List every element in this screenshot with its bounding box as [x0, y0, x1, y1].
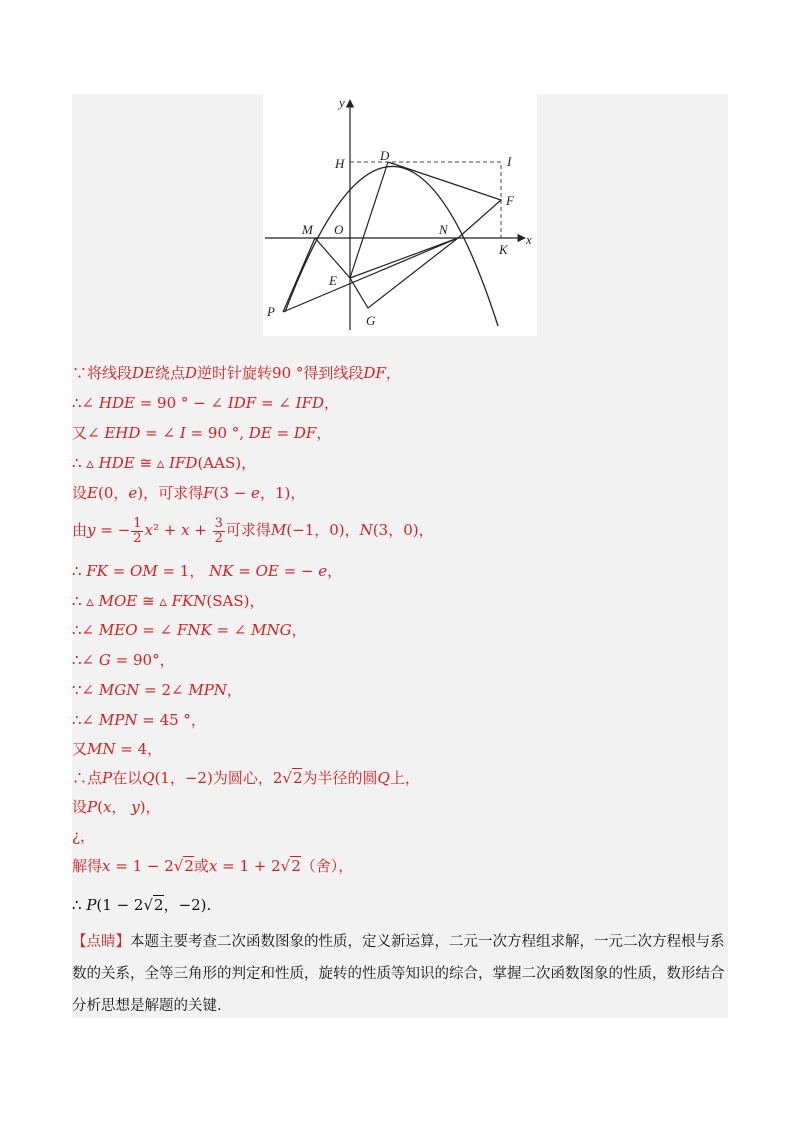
segment-path [350, 162, 501, 308]
solution-line-8: ∴ ▵ MOE ≅ ▵ FKN(SAS)， [72, 592, 265, 610]
parabola-diagram [263, 94, 537, 336]
label-f: F [506, 193, 514, 208]
solution-line-13: 又MN = 4， [72, 740, 163, 758]
label-n: N [439, 222, 448, 237]
solution-line-2: ∴∠ HDE = 90 ° − ∠ IDF = ∠ IFD， [72, 394, 340, 412]
label-d: D [380, 148, 390, 163]
solution-line-15: 设P(x， y)， [72, 798, 161, 816]
solution-line-10: ∴∠ G = 90°， [72, 651, 175, 669]
segment-pn [283, 238, 458, 312]
label-y: y [339, 95, 345, 110]
label-e: E [329, 273, 337, 288]
solution-line-5: 设E(0，e)，可求得F(3 − e，1)， [72, 484, 306, 502]
segment-en [350, 238, 458, 278]
solution-line-7: ∴ FK = OM = 1， NK = OE = − e， [72, 562, 343, 580]
comment-tag: 【点睛】 [72, 934, 130, 950]
solution-line-16: ¿， [72, 827, 96, 845]
solution-line-1: ∵将线段DE绕点D逆时针旋转90 °得到线段DF， [72, 364, 401, 382]
label-h: H [335, 156, 345, 171]
solution-line-9: ∴∠ MEO = ∠ FNK = ∠ MNG， [72, 621, 307, 639]
label-x: x [526, 232, 532, 247]
label-p: P [267, 304, 275, 319]
solution-line-6: 由y = − $\frac{1}{2}$ x² + x + $\frac{3}{2}$ 可求得M(−1，0)，N(3，0)， [72, 515, 434, 546]
solution-line-14: ∴点P在以Q(1，−2)为圆心，2√2为半径的圆Q上， [72, 769, 420, 787]
solution-line-12: ∴∠ MPN = 45 °， [72, 711, 206, 729]
fraction-half: $\frac{1}{2}$ [133, 515, 142, 546]
solution-line-17: 解得x = 1 − 2√2或x = 1 + 2√2（舍）， [72, 857, 354, 875]
label-i: I [507, 154, 512, 169]
solution-line-3: 又∠ EHD = ∠ I = 90 °, DE = DF， [72, 424, 332, 442]
solution-line-18: ∴ P(1 − 2√2，−2). [72, 896, 212, 914]
label-o: O [334, 222, 344, 237]
solution-line-4: ∴ ▵ HDE ≅ ▵ IFD(AAS)， [72, 454, 257, 472]
geometry-figure [263, 94, 537, 336]
dashed-guide [350, 162, 501, 238]
label-k: K [499, 242, 508, 257]
parabola-curve [285, 166, 498, 326]
segment-me [315, 238, 350, 278]
label-g: G [366, 313, 376, 328]
solution-line-11: ∵∠ MGN = 2∠ MPN， [72, 681, 242, 699]
fraction-three-halves: $\frac{3}{2}$ [214, 515, 223, 546]
label-m: M [302, 222, 313, 237]
comment-block [72, 926, 728, 1022]
comment-text: 本题主要考查二次函数图象的性质，定义新运算，二元一次方程组求解，一元二次方程根与系数的关系，全等三角形的判定和性质，旋转的性质等知识的综合，掌握二次函数图象的性质，数形结合分析思想是解题的关键. [72, 934, 725, 1014]
